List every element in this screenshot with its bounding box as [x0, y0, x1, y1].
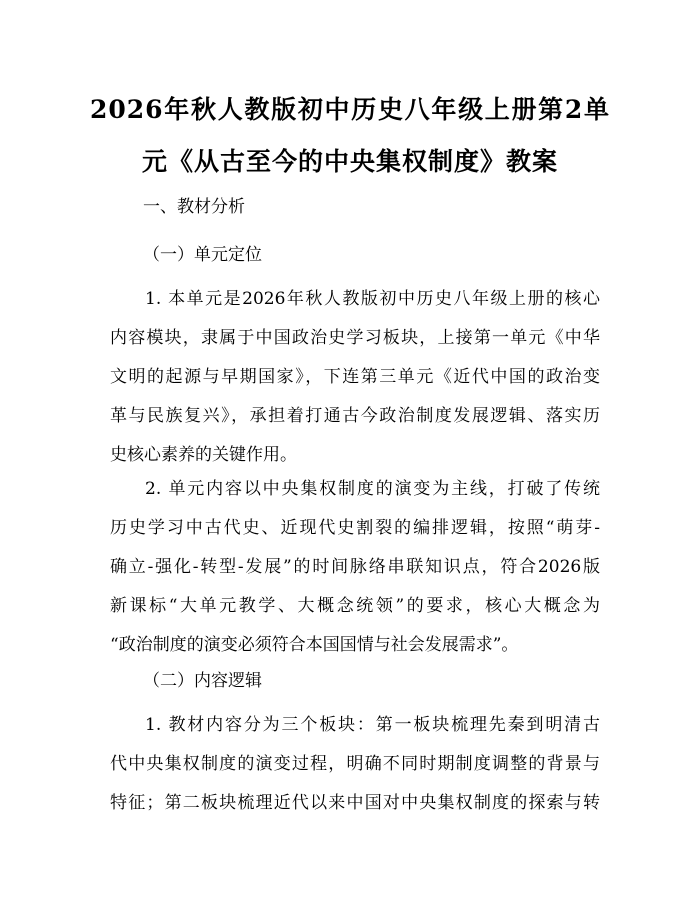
- document-title-line-1: 2026年秋人教版初中历史八年级上册第2单: [90, 95, 610, 124]
- paragraph-2-line-5: “政治制度的演变必须符合本国国情与社会发展需求”。: [110, 635, 519, 655]
- paragraph-1-line-3: 文明的起源与早期国家》，下连第三单元《近代中国的政治变: [110, 367, 600, 387]
- paragraph-1-line-2: 内容模块，隶属于中国政治史学习板块，上接第一单元《中华: [110, 328, 600, 348]
- paragraph-3: [110, 706, 600, 823]
- document-title-line-2: 元《从古至今的中央集权制度》教案: [141, 147, 558, 176]
- paragraph-1-line-5: 史核心素养的关键作用。: [110, 445, 297, 465]
- paragraph-3-line-1: 1. 教材内容分为三个板块：第一板块梳理先秦到明清古: [145, 715, 600, 735]
- subsection-heading-unit-positioning: （一）单元定位: [143, 245, 262, 265]
- paragraph-1-line-1: 1. 本单元是2026年秋人教版初中历史八年级上册的核心: [145, 289, 600, 309]
- paragraph-2: [110, 470, 600, 665]
- subsection-heading-content-logic: （二）内容逻辑: [143, 671, 262, 691]
- paragraph-2-line-1: 2. 单元内容以中央集权制度的演变为主线，打破了传统: [145, 479, 600, 499]
- paragraph-3-line-2: 代中央集权制度的演变过程，明确不同时期制度调整的背景与: [110, 754, 600, 774]
- paragraph-2-line-4: 新课标“大单元教学、大概念统领”的要求，核心大概念为: [110, 596, 600, 616]
- paragraph-2-line-3: 确立-强化-转型-发展”的时间脉络串联知识点，符合2026版: [110, 557, 600, 577]
- section-heading-textbook-analysis: 一、教材分析: [143, 197, 245, 217]
- paragraph-3-line-3: 特征；第二板块梳理近代以来中国对中央集权制度的探索与转: [110, 793, 600, 813]
- paragraph-2-line-2: 历史学习中古代史、近现代史割裂的编排逻辑，按照“萌芽-: [110, 518, 600, 538]
- paragraph-1-line-4: 革与民族复兴》，承担着打通古今政治制度发展逻辑、落实历: [110, 406, 600, 426]
- paragraph-1: [110, 280, 600, 475]
